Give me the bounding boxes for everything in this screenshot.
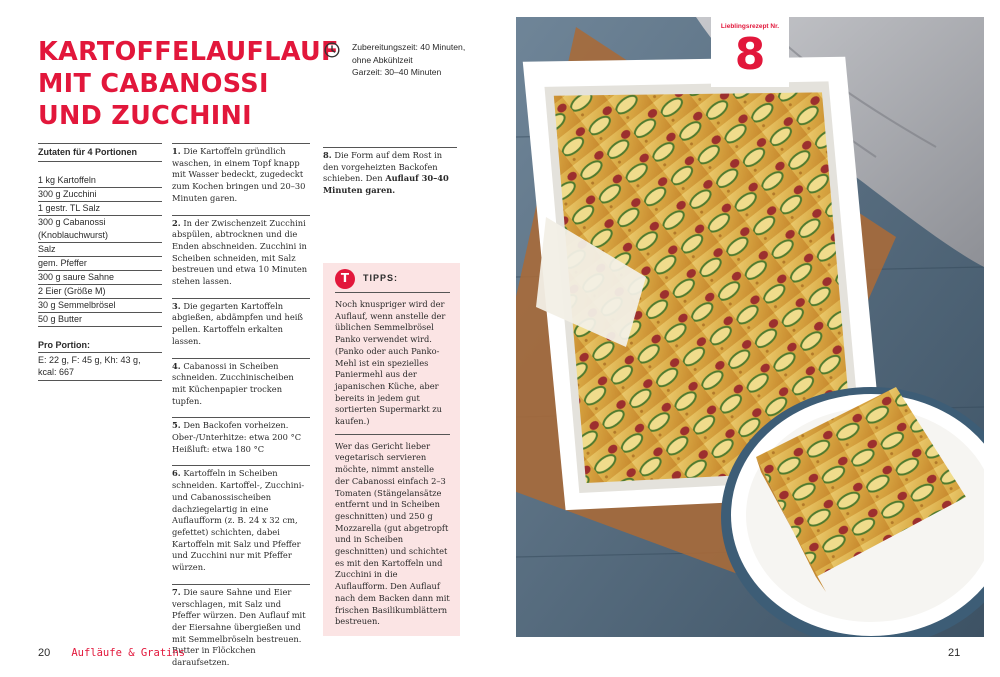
- step-text-bold: Auflauf 30–40 Minuten garen.: [323, 173, 449, 196]
- prep-time-note: ohne Abkühlzeit: [352, 54, 413, 65]
- instruction-step: [172, 584, 310, 669]
- ingredient-item: 50 g Butter: [38, 313, 162, 327]
- ingredient-item: [38, 216, 162, 243]
- step-text: Die gegarten Kartoffeln abgießen, abdämpfen und heiß pellen. Kartoffeln erkalten lassen.: [172, 300, 303, 346]
- ingredient-item: 300 g Zucchini: [38, 188, 162, 202]
- recipe-title: KARTOFFELAUFLAUF MIT CABANOSSI UND ZUCCHINI: [38, 37, 339, 131]
- ingredient-item: 2 Eier (Größe M): [38, 285, 162, 299]
- ingredient-item: 30 g Semmelbrösel: [38, 299, 162, 313]
- nutrition-heading: Pro Portion:: [38, 339, 162, 353]
- ingredients-list: [38, 143, 162, 381]
- step-text: In der Zwischenzeit Zucchini abspülen, abtrocknen und die Enden abschneiden. Zucchini in Scheiben schneiden, mit Salz bestreuen und etwa 10 Minuten stehen lassen.: [172, 217, 308, 287]
- step-text: Cabanossi in Scheiben schneiden. Zucchinischeiben mit Küchenpapier trocken tupfen.: [172, 360, 294, 406]
- step-text: Die Kartoffeln gründlich waschen, in einem Topf knapp mit Wasser bedeckt, zugedeckt zum Kochen bringen und 20–30 Minuten garen.: [172, 146, 306, 203]
- prep-time: Zubereitungszeit: 40 Minuten,: [352, 42, 466, 52]
- instruction-step: [172, 417, 310, 455]
- tips-header: [335, 271, 450, 293]
- step-text: Kartoffeln in Scheiben schneiden. Kartoffel-, Zucchini- und Cabanossischeiben dachziegelartig in eine Auflaufform (z. B. 24 x 32 cm, gefettet) schichten, dabei Kartoffeln mit Salz und Pfeffer und Zucchini nur mit Pfeffer würzen.: [172, 468, 305, 573]
- step-number: 1.: [172, 146, 181, 156]
- instruction-step: [172, 465, 310, 573]
- tips-badge-icon: T: [335, 269, 355, 289]
- ingredient-item: 1 kg Kartoffeln: [38, 174, 162, 188]
- ingredient-item: Salz: [38, 243, 162, 257]
- tip-paragraph: Noch knuspriger wird der Auflauf, wenn anstelle der üblichen Semmelbrösel Panko verwendet wird. (Panko oder auch Panko-Mehl ist ein spezielles Paniermehl aus der japanischen Küche, aber bereits in jedem gut sortierten Supermarkt zu kaufen.): [335, 299, 450, 435]
- ingredient-item: 300 g saure Sahne: [38, 271, 162, 285]
- step-number: 6.: [172, 468, 181, 479]
- nutrition-line: kcal: 667: [38, 367, 75, 377]
- cooking-times: [352, 41, 492, 79]
- nutrition-line: E: 22 g, F: 45 g, Kh: 43 g,: [38, 354, 141, 365]
- step-number: 7.: [172, 586, 181, 597]
- ingredient-item: gem. Pfeffer: [38, 257, 162, 271]
- step-number: 5.: [172, 420, 181, 431]
- ingredient-item-line: (Knoblauchwurst): [38, 229, 109, 240]
- instructions-column: [172, 143, 310, 677]
- ingredients-heading: Zutaten für 4 Portionen: [38, 143, 162, 162]
- clock-icon: [324, 42, 340, 58]
- instruction-step: [172, 358, 310, 408]
- instruction-step: [172, 298, 310, 348]
- step-number: 8.: [323, 150, 332, 160]
- section-name: Aufläufe & Gratins: [71, 647, 186, 659]
- page-number-right: 21: [948, 647, 961, 659]
- ingredient-item: 1 gestr. TL Salz: [38, 202, 162, 216]
- step-text: Die saure Sahne und Eier verschlagen, mit Salz und Pfeffer würzen. Den Auflauf mit der Eiersahne übergießen und mit Semmelbröseln bestreuen. Butter in Flöckchen daraufsetzen.: [172, 586, 306, 668]
- instruction-step: [172, 215, 310, 288]
- cook-time: Garzeit: 30–40 Minuten: [352, 67, 442, 77]
- tips-label: TIPPS:: [363, 272, 399, 283]
- instruction-step: [172, 143, 310, 205]
- step-text: Die Form auf dem Rost in den vorgeheizten Backofen schieben. Den: [323, 150, 443, 184]
- step-number: 2.: [172, 217, 181, 228]
- badge-label: Lieblingsrezept Nr.: [720, 23, 780, 30]
- footer-left: [38, 647, 185, 659]
- nutrition-values: [38, 353, 162, 381]
- recipe-photo: [516, 17, 984, 637]
- tips-box: [323, 263, 460, 636]
- tip-paragraph: Wer das Gericht lieber vegetarisch servieren möchte, nimmt anstelle der Cabanossi einfach 2–3 Tomaten (Stängelansätze entfernt und in Scheiben geschnitten) und 250 g Mozzarella (gut abgetropft und in Scheiben geschnitten) und schichtet es mit den Kartoffeln und Zucchini in die Auflaufform. Den Auflauf nach dem Backen dann mit frischen Basilikumblättern bestreuen.: [335, 440, 450, 627]
- page-number-left: 20: [38, 647, 51, 659]
- instruction-step-8: [323, 147, 457, 197]
- favorite-recipe-badge: [711, 17, 789, 87]
- badge-number: 8: [734, 29, 766, 80]
- ingredient-item-line: 300 g Cabanossi: [38, 217, 106, 227]
- step-number: 3.: [172, 300, 181, 311]
- step-text: Den Backofen vorheizen. Ober-/Unterhitze: etwa 200 °C Heißluft: etwa 180 °C: [172, 420, 302, 454]
- step-number: 4.: [172, 360, 181, 371]
